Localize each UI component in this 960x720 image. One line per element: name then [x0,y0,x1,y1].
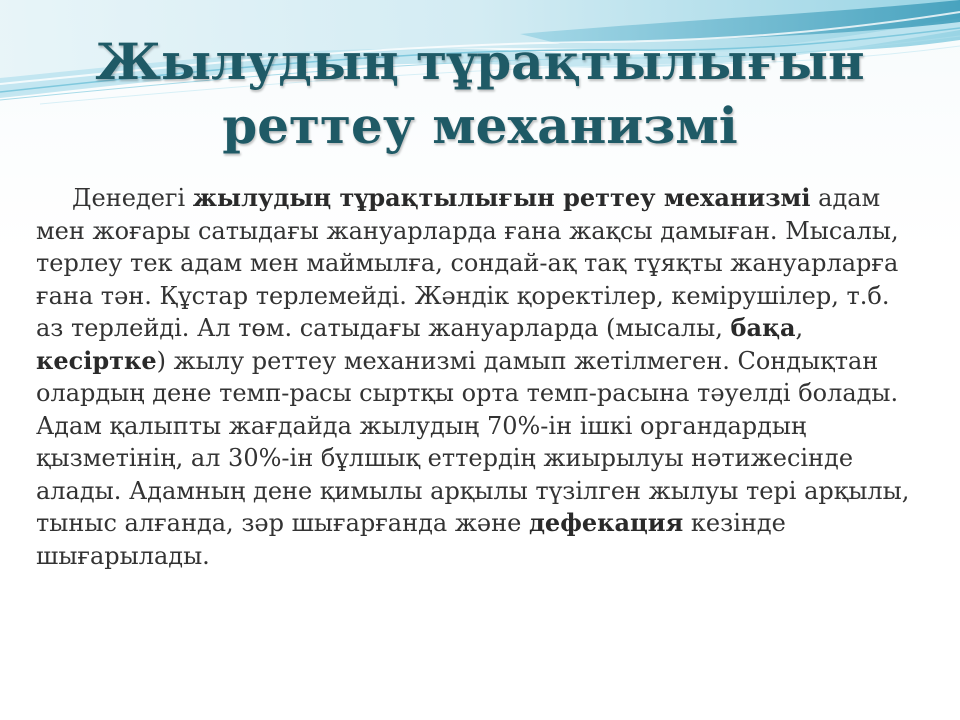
bold-term: дефекация [528,508,684,537]
text-segment: Денедегі [72,184,193,212]
text-segment: , [795,314,804,342]
text-segment: ) жылу реттеу механизмі дамып жетілмеген. Сондықтан олардың дене темп-расы сыртқы орта темп-расына тәуелді болады. Адам қалыпты жағдайда жылудың 70%-ін ішкі органдардың қызметінің, ал 30%-ін бұлшық еттердің жиырылуы нәтижесінде алады. Адамның дене қимылы арқылы түзілген жылуы тері арқылы, тыныс алғанда, зәр шығарғанда және [36,346,910,537]
title-line-2: реттеу механизмі [222,96,738,155]
slide-title [0,30,960,158]
text-segment: адам мен жоғары сатыдағы жануарларда ғана жақсы дамыған. Мысалы, терлеу тек адам мен маймылға, сондай-ақ тақ тұяқты жануарларға ғана тән. Құстар терлемейді. Жәндік қоректілер, кемірушілер, т.б. аз терлейді. Ал төм. сатыдағы жануарларда (мысалы, [36,184,899,342]
bold-term: кесіртке [36,345,157,375]
bold-term: жылудың тұрақтылығын реттеу механизмі [192,183,811,212]
text-segment: кезінде шығарылады. [36,509,786,570]
bold-term: бақа [730,313,796,342]
title-line-1: Жылудың тұрақтылығын [95,32,865,91]
body-paragraph [36,182,916,572]
